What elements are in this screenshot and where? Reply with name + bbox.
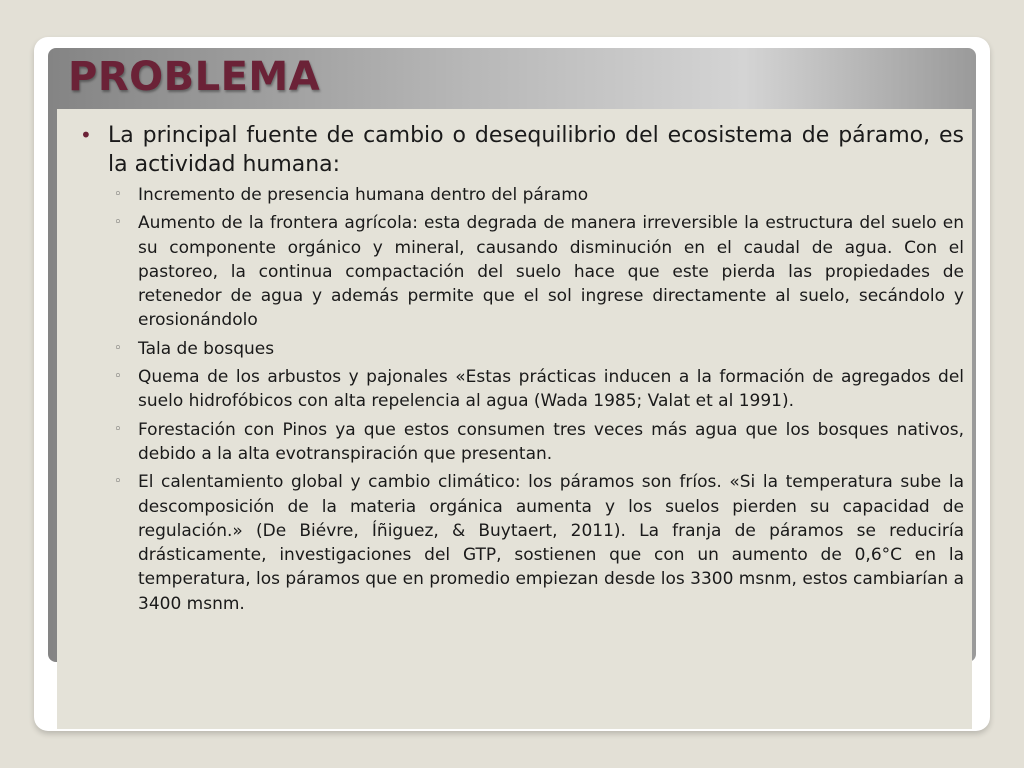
sub-point	[78, 418, 964, 467]
hollow-bullet-icon: ◦	[114, 474, 122, 490]
sub-point-text: Forestación con Pinos ya que estos consumen tres veces más agua que los bosques nativos, debido a la alta evotranspiración que presentan.	[138, 419, 964, 464]
sub-point	[78, 183, 964, 207]
main-point-text: La principal fuente de cambio o desequilibrio del ecosistema de páramo, es la actividad humana:	[108, 123, 964, 177]
sub-point	[78, 211, 964, 332]
hollow-bullet-icon: ◦	[114, 215, 122, 231]
sub-point-list	[78, 183, 964, 616]
slide-title: PROBLEMA	[68, 54, 321, 100]
hollow-bullet-icon: ◦	[114, 340, 122, 356]
sub-point-text: Incremento de presencia humana dentro del páramo	[138, 185, 589, 205]
sub-point	[78, 365, 964, 414]
sub-point	[78, 337, 964, 361]
sub-point-text: El calentamiento global y cambio climático: los páramos son fríos. «Si la temperatura sube la descomposición de la materia orgánica aumenta y los suelos pierden su capacidad de regulación.» (De Biévre, Íñiguez, & Buytaert, 2011). La franja de páramos se reduciría drásticamente, investigaciones del GTP, sostienen que con un aumento de 0,6°C en la temperatura, los páramos que en promedio empiezan desde los 3300 msnm, estos cambiarían a 3400 msnm.	[138, 472, 964, 614]
sub-point-text: Quema de los arbustos y pajonales «Estas prácticas inducen a la formación de agregados del suelo hidrofóbicos con alta repelencia al agua (Wada 1985; Valat et al 1991).	[138, 367, 964, 412]
hollow-bullet-icon: ◦	[114, 421, 122, 437]
sub-point-text: Tala de bosques	[138, 338, 275, 359]
sub-point-text: Aumento de la frontera agrícola: esta degrada de manera irreversible la estructura del suelo en su componente orgánico y mineral, causando disminución en el caudal de agua. Con el pastoreo, la continua compactación del suelo hace que este pierda las propiedades de retenedor de agua y además permite que el sol ingrese directamente al suelo, secándolo y erosionándolo	[138, 213, 964, 331]
main-point	[78, 121, 964, 179]
slide-body	[78, 121, 964, 620]
hollow-bullet-icon: ◦	[114, 187, 122, 202]
hollow-bullet-icon: ◦	[114, 369, 122, 385]
sub-point	[78, 470, 964, 616]
bullet-dot-icon: •	[80, 123, 92, 147]
